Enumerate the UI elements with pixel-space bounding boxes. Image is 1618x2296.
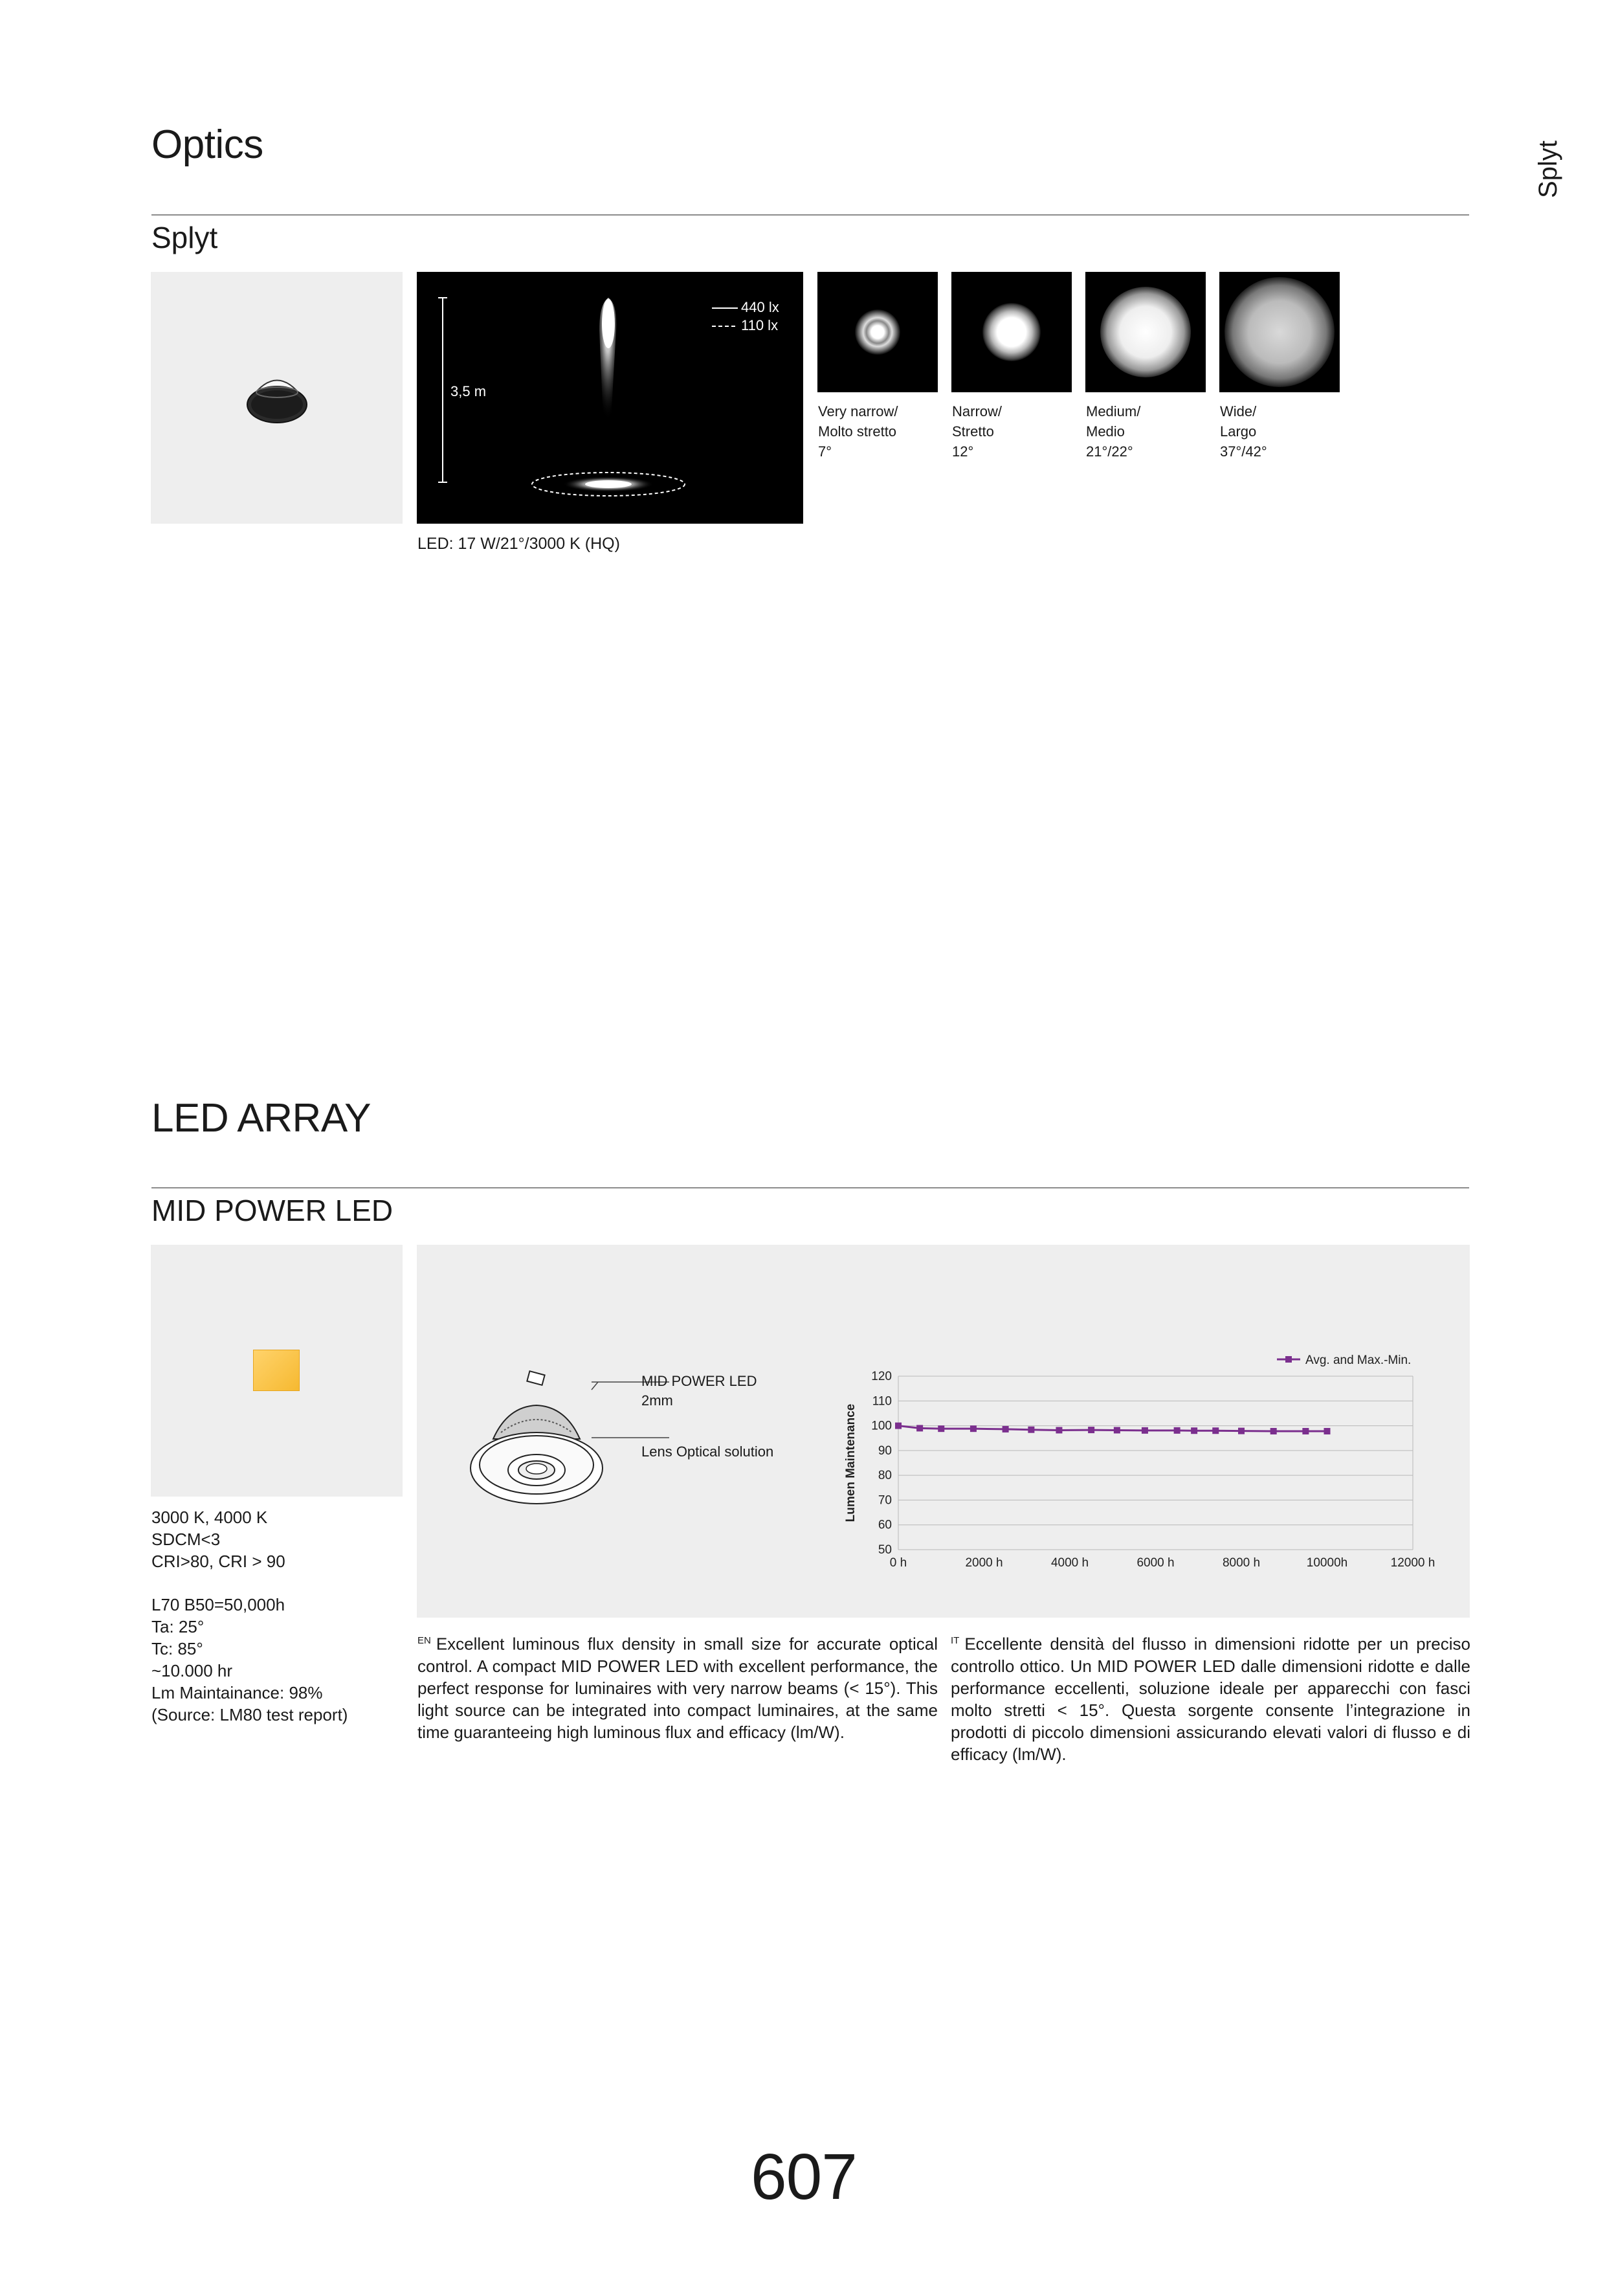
beam-medium xyxy=(1085,272,1206,392)
data-point xyxy=(1302,1428,1309,1434)
x-tick-label: 6000 h xyxy=(1136,1556,1175,1570)
led-caption: LED: 17 W/21°/3000 K (HQ) xyxy=(417,535,620,553)
led-specs-lifetime: L70 B50=50,000h Ta: 25° Tc: 85° ~10.000 hr Lm Maintainance: 98% (Source: LM80 test report) xyxy=(151,1595,348,1724)
y-tick-label: 120 xyxy=(871,1370,892,1383)
y-tick-label: 70 xyxy=(878,1493,892,1508)
data-point xyxy=(1270,1428,1277,1434)
isolux-diagram xyxy=(417,272,803,524)
data-point xyxy=(1088,1427,1094,1433)
beam-very-narrow xyxy=(817,272,938,392)
beam-label-wide: Wide/ Largo 37°/42° xyxy=(1220,403,1267,460)
data-point xyxy=(1191,1427,1197,1434)
lumen-maintenance-chart xyxy=(844,1316,1459,1570)
data-point xyxy=(1056,1427,1062,1433)
height-label: 3,5 m xyxy=(450,383,487,399)
beam-label-medium: Medium/ Medio 21°/22° xyxy=(1086,403,1141,460)
data-point xyxy=(938,1425,944,1432)
side-tab-title: Splyt xyxy=(1534,140,1562,198)
y-tick-label: 80 xyxy=(878,1469,892,1483)
x-tick-label: 2000 h xyxy=(965,1556,1003,1570)
data-point xyxy=(916,1425,923,1431)
data-point xyxy=(1324,1428,1331,1434)
section-divider xyxy=(151,214,1469,216)
data-point xyxy=(1174,1427,1180,1434)
y-tick-label: 90 xyxy=(878,1443,892,1458)
product-image-splyt xyxy=(151,272,403,524)
x-tick-label: 10000h xyxy=(1306,1556,1348,1570)
y-tick-label: 60 xyxy=(878,1518,892,1532)
x-tick-label: 0 h xyxy=(889,1556,907,1570)
legend-marker xyxy=(1285,1356,1292,1363)
data-point xyxy=(1003,1426,1009,1432)
series-line xyxy=(898,1426,1327,1431)
legend-440lx: 440 lx xyxy=(741,299,779,315)
beam-label-very-narrow: Very narrow/ Molto stretto 7° xyxy=(818,403,898,460)
data-point xyxy=(895,1423,902,1429)
legend-110lx: 110 lx xyxy=(741,317,779,333)
led-specs-color: 3000 K, 4000 K SDCM<3 CRI>80, CRI > 90 xyxy=(151,1508,285,1571)
description-it: $^{IT}$ Eccellente densità del flusso in dimensioni ridotte per un preciso controllo ottico. Un MID POWER LED dalle dimensioni ridotte e dalle performance eccellenti, soluzione ideale per apparecchi con fasci molto stretti < 15°. Questa sorgente consente l’integrazione in prodotti di piccolo dimensioni assicurando elevati valori di flusso e di efficacy (lm/W). xyxy=(951,1634,1470,1764)
x-tick-label: 8000 h xyxy=(1222,1556,1261,1570)
section-subtitle-splyt: Splyt xyxy=(151,221,218,254)
label-lens-optical: Lens Optical solution xyxy=(641,1443,774,1460)
legend-label: Avg. and Max.-Min. xyxy=(1305,1354,1412,1367)
data-point xyxy=(970,1425,977,1432)
beam-narrow xyxy=(951,272,1072,392)
beam-wide xyxy=(1219,272,1340,392)
y-tick-label: 50 xyxy=(878,1543,892,1557)
description-en: $^{EN}$ Excellent luminous flux density in small size for accurate optical control. A compact MID POWER LED with excellent performance, the perfect response for luminaires with very narrow beams (< 15°). This light source can be integrated into compact luminaires, at the same time guaranteeing high luminous flux and efficacy (lm/W). xyxy=(417,1634,938,1742)
data-point xyxy=(1028,1427,1034,1433)
beam-label-narrow: Narrow/ Stretto 12° xyxy=(952,403,1003,460)
data-point xyxy=(1142,1427,1148,1434)
lens-module-drawing xyxy=(462,1368,611,1517)
section-subtitle-mid-power: MID POWER LED xyxy=(151,1194,393,1227)
y-tick-label: 100 xyxy=(871,1419,892,1433)
data-point xyxy=(1114,1427,1120,1433)
label-mid-power-led: MID POWER LED 2mm xyxy=(641,1373,757,1409)
y-axis-title: Lumen Maintenance xyxy=(844,1403,858,1522)
led-info-panel xyxy=(417,1245,1470,1618)
led-chip-image xyxy=(151,1245,403,1497)
x-tick-label: 12000 h xyxy=(1390,1556,1435,1570)
section-divider xyxy=(151,1187,1469,1188)
y-tick-label: 110 xyxy=(872,1394,892,1409)
data-point xyxy=(1212,1427,1219,1434)
downlight-icon xyxy=(151,272,403,524)
x-tick-label: 4000 h xyxy=(1050,1556,1089,1570)
data-point xyxy=(1238,1428,1245,1434)
section-title-optics: Optics xyxy=(151,122,263,167)
page-number: 607 xyxy=(751,2141,857,2213)
section-title-led-array: LED ARRAY xyxy=(151,1096,371,1141)
led-chip-icon xyxy=(253,1350,300,1391)
